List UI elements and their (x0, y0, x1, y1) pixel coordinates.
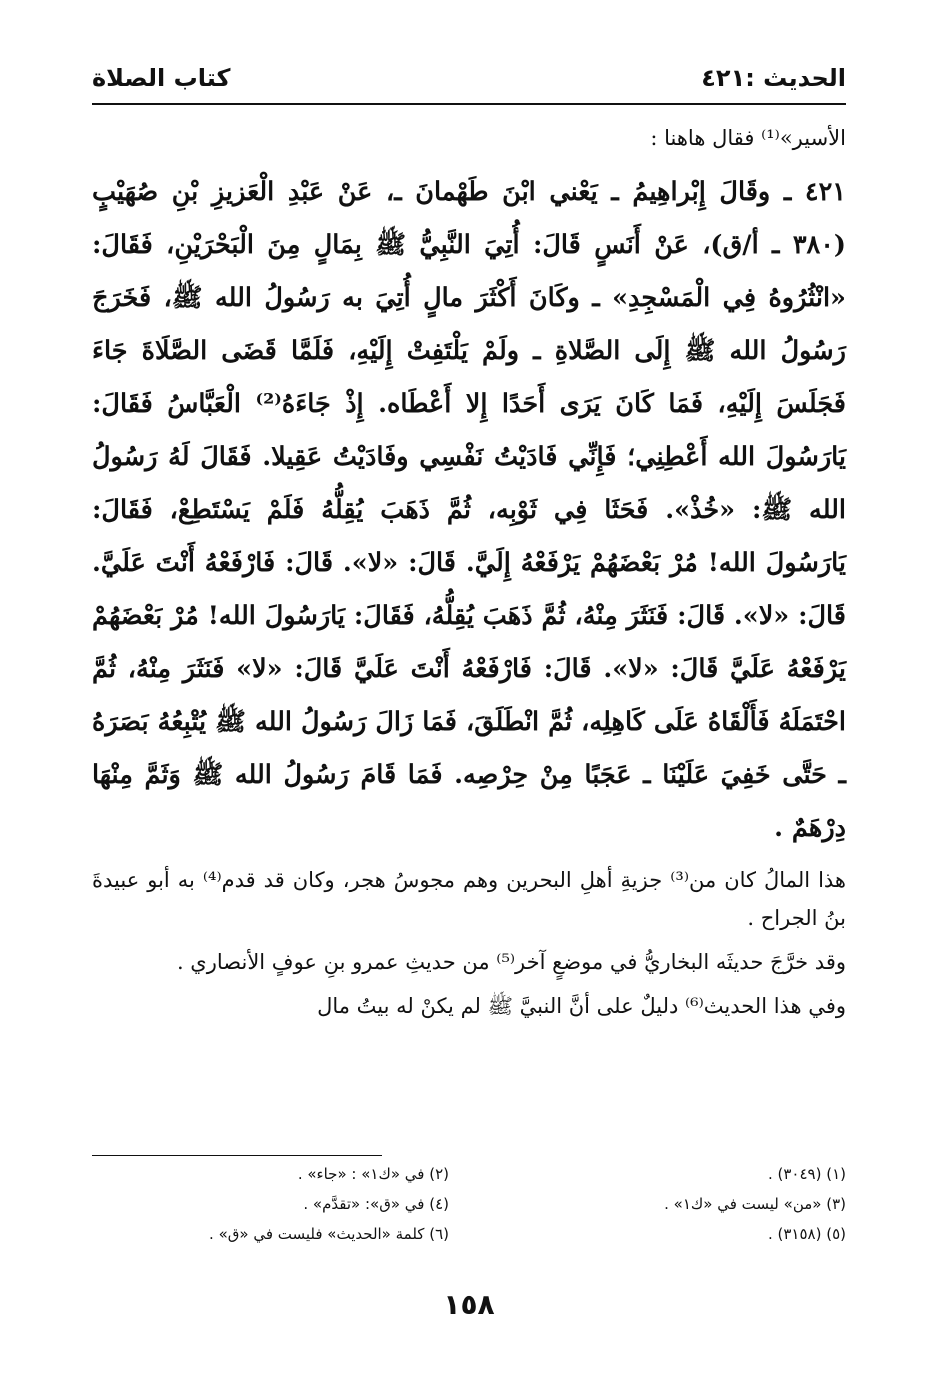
header-divider (92, 103, 846, 105)
footnote-1: (١) (٣٠٤٩) . (767, 1165, 846, 1183)
page-header (92, 58, 846, 98)
header-hadith-number: الحديث :٤٢١ (701, 64, 846, 92)
footnote-5: (٥) (٣١٥٨) . (767, 1225, 846, 1243)
footnotes (92, 1165, 846, 1243)
footnote-divider (92, 1155, 382, 1156)
footnote-2: (٢) في «ك١» : «جاء» . (297, 1165, 449, 1183)
commentary-paragraph-2: وقد خرَّجَ حديثَه البخاريُّ في موضعٍ آخر⁽⁵⁾ من حديثِ عمرو بنِ عوفٍ الأنصاري . (176, 950, 846, 974)
commentary-paragraph-3: وفي هذا الحديث⁽⁶⁾ دليلٌ على أنَّ النبيَّ ﷺ لم يكنْ له بيتُ مال (317, 994, 846, 1018)
intro-line: الأسير»⁽¹⁾ فقال هاهنا : (650, 126, 846, 150)
commentary-paragraph-1: هذا المالُ كان من⁽³⁾ جزيةِ أهلِ البحرين وهم مجوسُ هجر، وكان قد قدم⁽⁴⁾ به أبو عبيدةَ بنُ الجراح . (92, 868, 846, 930)
footnote-6: (٦) كلمة «الحديث» فليست في «ق» . (209, 1225, 449, 1243)
page-number: ١٥٨ (443, 1288, 495, 1321)
footnote-4: (٤) في «ق»: «تقدَّم» . (303, 1195, 449, 1213)
hadith-text: ٤٢١ ـ وقَالَ إِبْراهِيمُ ـ يَعْني ابْنَ طَهْمانَ ـ، عَنْ عَبْدِ الْعَزيزِ بْنِ صُهَيْبٍ (٣٨٠ ـ أ/ق)، عَنْ أَنَسٍ قَالَ: أُتِيَ النَّبِيُّ ﷺ بِمَالٍ مِنَ الْبَحْرَيْنِ، فَقَالَ: «انْثُرُوهُ فِي الْمَسْجِدِ» ـ وكَانَ أَكْثَرَ مالٍ أُتِيَ به رَسُولُ الله ﷺ، فَخَرَجَ رَسُولُ الله ﷺ إِلَى الصَّلاةِ ـ ولَمْ يَلْتَفِتْ إِلَيْهِ، فَلَمَّا قَضَى الصَّلَاةَ جَاءَ فَجَلَسَ إِلَيْهِ، فَمَا كَانَ يَرَى أَحَدًا إِلا أَعْطَاه. إِذْ جَاءَهُ⁽²⁾ الْعَبَّاسُ فَقَالَ: يَارَسُولَ الله أَعْطِنِي؛ فَإِنِّي فَادَيْتُ نَفْسِي وفَادَيْتُ عَقِيلا. فَقَالَ لَهُ رَسُولُ الله ﷺ: «خُذْ». فَحَثَا فِي ثَوْبِه، ثُمَّ ذَهَبَ يُقِلُّهُ فَلَمْ يَسْتَطِعْ، فَقَالَ: يَارَسُولَ الله! مُرْ بَعْضَهُمْ يَرْفَعْهُ إِلَيَّ. قَالَ: «لا». قَالَ: فَارْفَعْهُ أَنْتَ عَلَيَّ. قَالَ: «لا». قَالَ: فَنَثَرَ مِنْهُ، ثُمَّ ذَهَبَ يُقِلُّهُ، فَقَالَ: يَارَسُولَ الله! مُرْ بَعْضَهُمْ يَرْفَعْهُ عَلَيَّ قَالَ: «لا». قَالَ: فَارْفَعْهُ أَنْتَ عَلَيَّ قَالَ: «لا» فَنَثَرَ مِنْهُ، ثُمَّ احْتَمَلَهُ فَأَلْقَاهُ عَلَى كَاهِلِه، ثُمَّ انْطَلَقَ، فَمَا زَالَ رَسُولُ الله ﷺ يُتْبِعُهُ بَصَرَهُ ـ حَتَّى خَفِيَ عَلَيْنَا ـ عَجَبًا مِنْ حِرْصِه. فَمَا قَامَ رَسُولُ الله ﷺ وَثَمَّ مِنْهَا دِرْهَمٌ . (92, 177, 846, 843)
header-book-title: كتاب الصلاة (92, 64, 231, 92)
footnote-3: (٣) «من» ليست في «ك١» . (664, 1195, 846, 1213)
main-text (92, 118, 846, 1025)
